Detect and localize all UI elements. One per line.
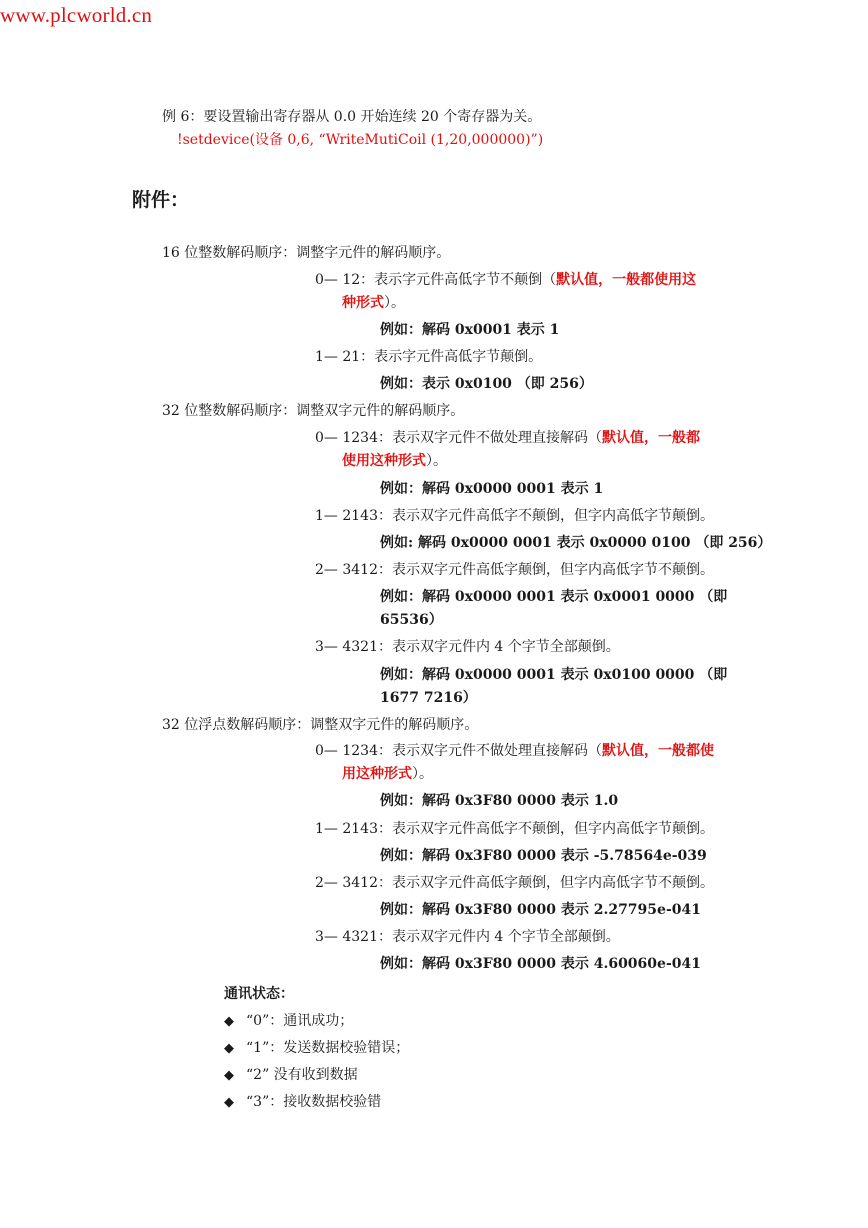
int32-option-0-text: 0— 1234：表示双字元件不做处理直接解码（ [315, 430, 602, 446]
site-watermark: www.plcworld.cn [0, 3, 153, 27]
diamond-bullet-icon: ◆ [224, 1095, 234, 1110]
int32-decode-label: 32 位整数解码顺序：调整双字元件的解码顺序。 [162, 403, 465, 419]
int16-default-note: 默认值，一般都使用这 [556, 272, 697, 288]
comm-status-item [224, 1093, 381, 1112]
int16-option-0-example: 例如：解码 0x0001 表示 1 [380, 322, 560, 338]
int16-option-1: 1— 21：表示字元件高低字节颠倒。 [315, 349, 543, 365]
comm-status-item-text: “2” 没有收到数据 [246, 1067, 358, 1083]
diamond-bullet-icon: ◆ [224, 1041, 234, 1056]
int32-option-3-example-cont: 1677 7216） [380, 690, 477, 706]
float32-default-note-cont: 用这种形式 [342, 766, 412, 782]
comm-status-item [224, 1012, 353, 1031]
diamond-bullet-icon: ◆ [224, 1014, 234, 1029]
int16-option-1-example: 例如：表示 0x0100 （即 256） [380, 376, 593, 392]
int16-option-0-cont [342, 294, 405, 312]
int16-option-0-text: 0— 12：表示字元件高低字节不颠倒（ [315, 272, 557, 288]
appendix-heading: 附件： [132, 189, 190, 211]
comm-status-item-text: “0”：通讯成功； [246, 1013, 354, 1029]
example6-command: !setdevice(设备 0,6, “WriteMutiCoil (1,20,000000)”) [177, 132, 544, 148]
int32-default-note: 默认值，一般都 [602, 430, 700, 446]
int32-option-1: 1— 2143：表示双字元件高低字不颠倒，但字内高低字节颠倒。 [315, 508, 714, 524]
comm-status-item [224, 1039, 409, 1058]
int32-option-1-example: 例如: 解码 0x0000 0001 表示 0x0000 0100 （即 256） [380, 535, 772, 551]
float32-option-3-example: 例如：解码 0x3F80 0000 表示 4.60060e-041 [380, 956, 701, 972]
float32-option-0-end: ）。 [412, 766, 433, 782]
float32-default-note: 默认值，一般都使 [602, 743, 714, 759]
int32-option-2-example: 例如：解码 0x0000 0001 表示 0x0001 0000 （即 [380, 589, 728, 605]
float32-option-2: 2— 3412：表示双字元件高低字颠倒，但字内高低字节不颠倒。 [315, 875, 714, 891]
comm-status-item-text: “1”：发送数据校验错误； [246, 1040, 410, 1056]
float32-decode-label: 32 位浮点数解码顺序：调整双字元件的解码顺序。 [162, 717, 479, 733]
float32-option-0-text: 0— 1234：表示双字元件不做处理直接解码（ [315, 743, 602, 759]
int32-option-0-cont [342, 452, 447, 470]
comm-status-item [224, 1066, 358, 1085]
int32-option-3: 3— 4321：表示双字元件内 4 个字节全部颠倒。 [315, 639, 620, 655]
example6-description: 例 6：要设置输出寄存器从 0.0 开始连续 20 个寄存器为关。 [162, 109, 542, 125]
int32-option-3-example: 例如：解码 0x0000 0001 表示 0x0100 0000 （即 [380, 667, 728, 683]
float32-option-2-example: 例如：解码 0x3F80 0000 表示 2.27795e-041 [380, 902, 701, 918]
float32-option-1: 1— 2143：表示双字元件高低字不颠倒，但字内高低字节颠倒。 [315, 821, 714, 837]
diamond-bullet-icon: ◆ [224, 1068, 234, 1083]
int32-option-2-example-cont: 65536） [380, 612, 443, 628]
int32-option-0-example: 例如：解码 0x0000 0001 表示 1 [380, 481, 604, 497]
int16-default-note-cont: 种形式 [342, 295, 384, 311]
int32-default-note-cont: 使用这种形式 [342, 453, 426, 469]
float32-option-1-example: 例如：解码 0x3F80 0000 表示 -5.78564e-039 [380, 848, 707, 864]
int32-option-2: 2— 3412：表示双字元件高低字颠倒，但字内高低字节不颠倒。 [315, 562, 714, 578]
float32-option-0 [315, 742, 714, 760]
float32-option-0-example: 例如：解码 0x3F80 0000 表示 1.0 [380, 793, 619, 809]
int16-option-0 [315, 271, 696, 289]
int32-option-0-end: ）。 [426, 453, 447, 469]
int16-option-0-end: ）。 [384, 295, 405, 311]
float32-option-3: 3— 4321：表示双字元件内 4 个字节全部颠倒。 [315, 929, 620, 945]
int16-decode-label: 16 位整数解码顺序：调整字元件的解码顺序。 [162, 245, 451, 261]
int32-option-0 [315, 429, 700, 447]
comm-status-item-text: “3”：接收数据校验错 [246, 1094, 382, 1110]
comm-status-title: 通讯状态： [224, 986, 294, 1002]
float32-option-0-cont [342, 765, 433, 783]
